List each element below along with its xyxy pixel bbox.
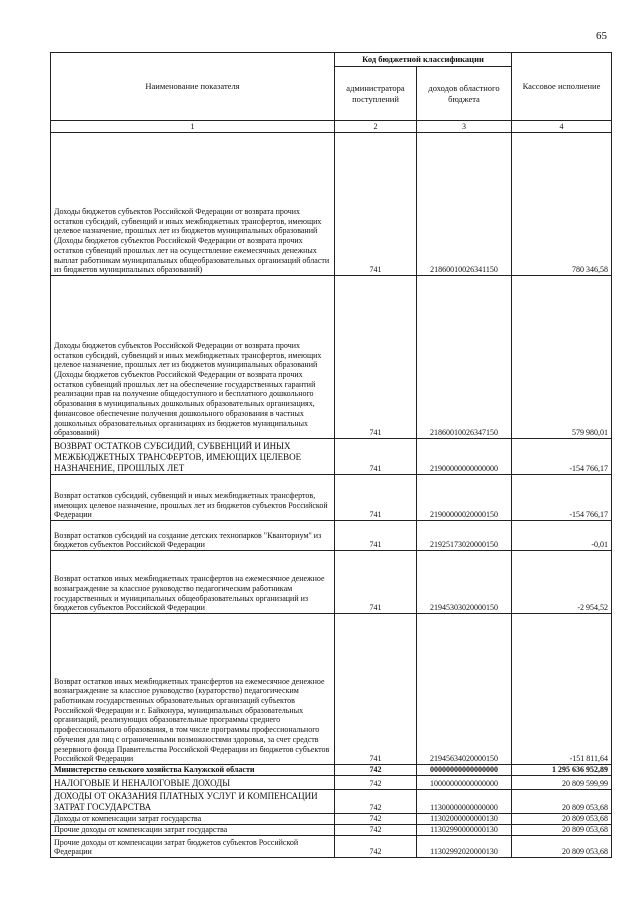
table-body bbox=[51, 133, 612, 858]
table-row bbox=[51, 765, 612, 776]
table-row bbox=[51, 790, 612, 814]
row-name: Возврат остатков субсидий на создание детских технопарков "Кванториум" из бюджетов субъектов Российской Федерации bbox=[51, 521, 335, 551]
row-admin-code: 741 bbox=[335, 521, 417, 551]
row-income-code: 11302990000000130 bbox=[417, 825, 512, 836]
row-income-code: 21860010026341150 bbox=[417, 133, 512, 276]
row-admin-code: 741 bbox=[335, 614, 417, 765]
row-name: Доходы бюджетов субъектов Российской Федерации от возврата прочих остатков субсидий, субвенций и иных межбюджетных трансфертов, имеющих целевое назначение, прошлых лет из бюджетов муниципальных образований (Доходы бюджетов субъектов Российской Федерации от возврата прочих остатков субвенций прошлых лет на осуществление ежемесячных денежных выплат работникам муниципальных общеобразовательных организаций области из бюджетов муниципальных образований) bbox=[51, 133, 335, 276]
row-income-code: 21860010026347150 bbox=[417, 276, 512, 439]
row-amount: 20 809 053,68 bbox=[512, 836, 612, 858]
row-amount: 579 980,01 bbox=[512, 276, 612, 439]
row-name: Возврат остатков иных межбюджетных трансфертов на ежемесячное денежное вознаграждение за классное руководство педагогическим работникам государственных и муниципальных общеобразовательных организаций из бюджетов субъектов Российской Федерации bbox=[51, 551, 335, 614]
table-row bbox=[51, 276, 612, 439]
row-admin-code: 742 bbox=[335, 776, 417, 790]
row-income-code: 11302000000000130 bbox=[417, 814, 512, 825]
table-row bbox=[51, 776, 612, 790]
row-amount: -154 766,17 bbox=[512, 475, 612, 521]
row-admin-code: 742 bbox=[335, 836, 417, 858]
header-income: доходов областного бюджета bbox=[417, 67, 512, 121]
row-income-code: 21925173020000150 bbox=[417, 521, 512, 551]
row-name: ВОЗВРАТ ОСТАТКОВ СУБСИДИЙ, СУБВЕНЦИЙ И ИНЫХ МЕЖБЮДЖЕТНЫХ ТРАНСФЕРТОВ, ИМЕЮЩИХ ЦЕЛЕВОЕ НАЗНАЧЕНИЕ, ПРОШЛЫХ ЛЕТ bbox=[51, 439, 335, 475]
table-row bbox=[51, 836, 612, 858]
header-classification: Код бюджетной классификации bbox=[335, 53, 512, 67]
col-number-4: 4 bbox=[512, 121, 612, 133]
row-admin-code: 742 bbox=[335, 814, 417, 825]
row-amount: 780 346,58 bbox=[512, 133, 612, 276]
row-name: Доходы бюджетов субъектов Российской Федерации от возврата прочих остатков субсидий, субвенций и иных межбюджетных трансфертов, имеющих целевое назначение, прошлых лет из бюджетов муниципальных образований (Доходы бюджетов субъектов Российской Федерации от возврата прочих остатков субвенций прошлых лет на обеспечение государственных гарантий реализации прав на получение общедоступного и бесплатного дошкольного образования в муниципальных дошкольных образовательных организациях, финансовое обеспечение получения дошкольного образования в частных дошкольных образовательных организациях из бюджетов муниципальных образований) bbox=[51, 276, 335, 439]
row-amount: 1 295 636 952,89 bbox=[512, 765, 612, 776]
row-admin-code: 742 bbox=[335, 765, 417, 776]
row-income-code: 21900000000000000 bbox=[417, 439, 512, 475]
row-amount: -2 954,52 bbox=[512, 551, 612, 614]
row-income-code: 21900000020000150 bbox=[417, 475, 512, 521]
row-admin-code: 741 bbox=[335, 276, 417, 439]
row-income-code: 00000000000000000 bbox=[417, 765, 512, 776]
row-admin-code: 741 bbox=[335, 133, 417, 276]
budget-report-table bbox=[50, 52, 612, 858]
header-admin: администратора поступлений bbox=[335, 67, 417, 121]
table-row bbox=[51, 814, 612, 825]
row-amount: 20 809 053,68 bbox=[512, 814, 612, 825]
row-income-code: 21945303020000150 bbox=[417, 551, 512, 614]
row-admin-code: 741 bbox=[335, 551, 417, 614]
row-name: Возврат остатков субсидий, субвенций и иных межбюджетных трансфертов, имеющих целевое назначение, прошлых лет из бюджетов субъектов Российской Федерации bbox=[51, 475, 335, 521]
row-amount: 20 809 053,68 bbox=[512, 825, 612, 836]
row-amount: 20 809 053,68 bbox=[512, 790, 612, 814]
row-name: Прочие доходы от компенсации затрат бюджетов субъектов Российской Федерации bbox=[51, 836, 335, 858]
row-admin-code: 742 bbox=[335, 825, 417, 836]
row-admin-code: 742 bbox=[335, 790, 417, 814]
row-admin-code: 741 bbox=[335, 439, 417, 475]
row-name: Прочие доходы от компенсации затрат государства bbox=[51, 825, 335, 836]
table-row bbox=[51, 133, 612, 276]
col-number-3: 3 bbox=[417, 121, 512, 133]
table-row bbox=[51, 475, 612, 521]
col-number-2: 2 bbox=[335, 121, 417, 133]
row-name: Возврат остатков иных межбюджетных трансфертов на ежемесячное денежное вознаграждение за классное руководство (кураторство) педагогическим работникам государственных образовательных организаций субъектов Российской Федерации и г. Байконура, муниципальных образовательных организаций, реализующих образовательные программы среднего профессионального образования, в том числе программы профессионального обучения для лиц с ограниченными возможностями здоровья, за счет средств резервного фонда Правительства Российской Федерации из бюджетов субъектов Российской Федерации bbox=[51, 614, 335, 765]
table-header bbox=[51, 53, 612, 133]
row-name: Министерство сельского хозяйства Калужской области bbox=[51, 765, 335, 776]
row-amount: -151 811,64 bbox=[512, 614, 612, 765]
table-row bbox=[51, 439, 612, 475]
table-row bbox=[51, 551, 612, 614]
table-row bbox=[51, 614, 612, 765]
row-name: НАЛОГОВЫЕ И НЕНАЛОГОВЫЕ ДОХОДЫ bbox=[51, 776, 335, 790]
row-income-code: 21945634020000150 bbox=[417, 614, 512, 765]
header-indicator: Наименование показателя bbox=[51, 53, 335, 121]
row-income-code: 11300000000000000 bbox=[417, 790, 512, 814]
row-amount: -0,01 bbox=[512, 521, 612, 551]
row-amount: 20 809 599,99 bbox=[512, 776, 612, 790]
header-execution: Кассовое исполнение bbox=[512, 53, 612, 121]
row-admin-code: 741 bbox=[335, 475, 417, 521]
row-name: ДОХОДЫ ОТ ОКАЗАНИЯ ПЛАТНЫХ УСЛУГ И КОМПЕНСАЦИИ ЗАТРАТ ГОСУДАРСТВА bbox=[51, 790, 335, 814]
row-income-code: 10000000000000000 bbox=[417, 776, 512, 790]
col-number-1: 1 bbox=[51, 121, 335, 133]
row-income-code: 11302992020000130 bbox=[417, 836, 512, 858]
page-number: 65 bbox=[596, 30, 607, 42]
row-name: Доходы от компенсации затрат государства bbox=[51, 814, 335, 825]
table-row bbox=[51, 521, 612, 551]
table-row bbox=[51, 825, 612, 836]
row-amount: -154 766,17 bbox=[512, 439, 612, 475]
